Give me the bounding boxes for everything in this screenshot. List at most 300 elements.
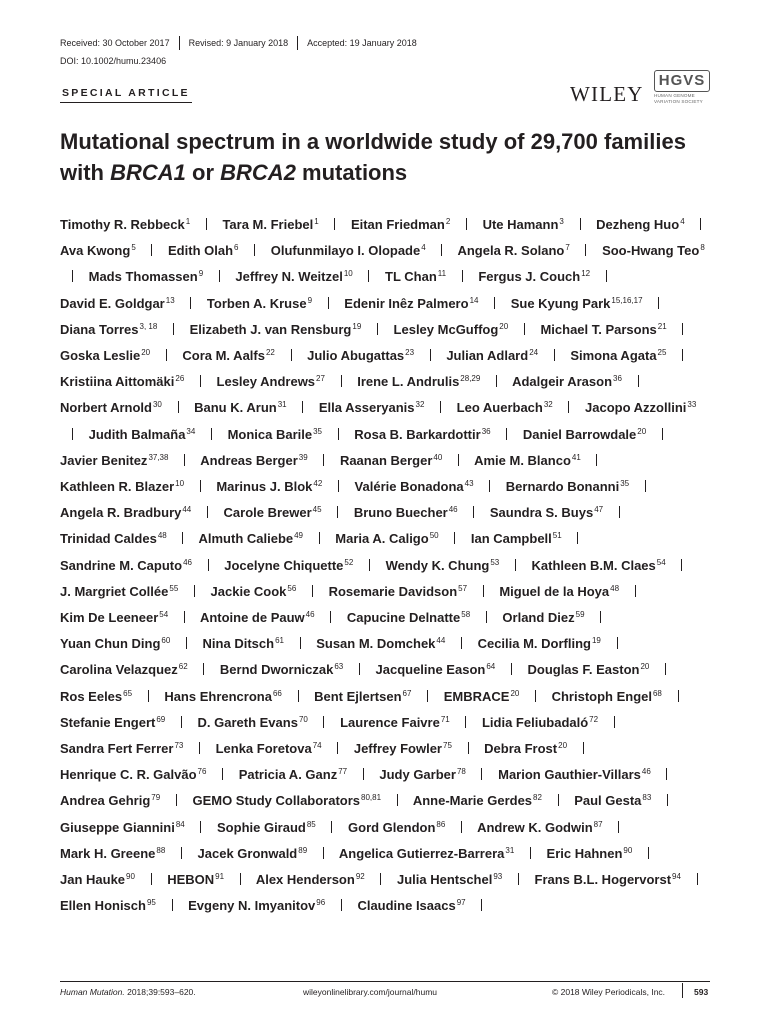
author-name <box>523 427 646 442</box>
author-name <box>307 348 414 363</box>
author-separator <box>465 716 466 728</box>
author-affiliation[interactable]: 31 <box>505 845 515 855</box>
author-separator <box>682 349 683 361</box>
author-name-text: Daniel Barrowdale <box>522 426 637 442</box>
author-name <box>502 610 584 625</box>
author-name <box>357 374 480 389</box>
author-affiliation[interactable]: 96 <box>316 898 326 908</box>
author-affiliation[interactable]: 15,16,17 <box>611 295 643 305</box>
author-name <box>60 505 191 520</box>
author-name-text: Cecilia M. Dorfling <box>477 636 591 652</box>
author-name-text: Javier Benitez <box>60 452 148 468</box>
author-separator <box>178 401 179 413</box>
author-name <box>570 348 666 363</box>
author-affiliation[interactable]: 24 <box>529 348 539 358</box>
author-affiliation[interactable]: 50 <box>429 531 439 541</box>
author-name-text: Sandrine M. Caputo <box>60 557 183 573</box>
author-separator <box>181 716 182 728</box>
author-name <box>340 715 450 730</box>
author-affiliation[interactable]: 40 <box>433 452 443 462</box>
title-tail: mutations <box>295 160 408 185</box>
author-name-text: Raanan Berger <box>339 452 433 468</box>
author-name-text: Olufunmilayo I. Olopade <box>270 243 421 259</box>
author-affiliation[interactable]: 93 <box>493 872 503 882</box>
author-affiliation[interactable]: 42 <box>313 479 323 489</box>
author-separator <box>300 637 301 649</box>
author-separator <box>330 611 331 623</box>
author-name-text: Nina Ditsch <box>202 636 275 652</box>
author-affiliation[interactable]: 45 <box>312 505 322 515</box>
author-affiliation[interactable]: 95 <box>146 898 156 908</box>
author-name-text: Cora M. Aalfs <box>182 348 265 364</box>
author-separator <box>166 349 167 361</box>
author-name-text: Simona Agata <box>570 348 657 364</box>
author-name-text: Jan Hauke <box>60 872 126 888</box>
author-name <box>167 872 224 887</box>
author-name <box>89 427 196 442</box>
author-affiliation[interactable]: 31 <box>277 400 287 410</box>
author-separator <box>506 428 507 440</box>
author-name-text: Valérie Bonadona <box>354 479 464 495</box>
author-affiliation[interactable]: 34 <box>186 426 196 436</box>
author-affiliation[interactable]: 8 <box>700 243 705 253</box>
author-name-text: Ellen Honisch <box>60 898 146 914</box>
author-name-text: Paul Gesta <box>574 793 642 809</box>
author-name-text: Julia Hentschel <box>396 872 493 888</box>
author-name <box>198 846 308 861</box>
author-affiliation[interactable]: 20 <box>558 741 568 751</box>
author-separator <box>72 428 73 440</box>
author-name-text: Orland Diez <box>502 610 575 626</box>
author-name <box>60 217 190 232</box>
author-name <box>339 846 514 861</box>
author-affiliation[interactable]: 78 <box>456 767 466 777</box>
author-separator <box>219 270 220 282</box>
author-name <box>200 453 307 468</box>
author-affiliation[interactable]: 23 <box>405 348 415 358</box>
author-name <box>527 662 649 677</box>
author-separator <box>323 454 324 466</box>
author-affiliation[interactable]: 32 <box>415 400 425 410</box>
author-name-text: Edenir Inêz Palmero <box>344 295 469 311</box>
author-name-text: Marion Gauthier-Villars <box>498 767 641 783</box>
author-affiliation[interactable]: 90 <box>126 872 135 882</box>
author-name <box>60 715 165 730</box>
doi[interactable]: DOI: 10.1002/humu.23406 <box>60 56 167 66</box>
author-separator <box>377 323 378 335</box>
author-affiliation[interactable]: 46 <box>641 767 651 777</box>
author-name <box>490 505 603 520</box>
author-affiliation[interactable]: 36 <box>613 374 622 384</box>
author-affiliation[interactable]: 53 <box>490 557 500 567</box>
author-affiliation[interactable]: 35 <box>313 426 323 436</box>
author-separator <box>200 375 201 387</box>
author-separator <box>148 690 149 702</box>
author-affiliation[interactable]: 35 <box>620 479 630 489</box>
author-name <box>211 584 297 599</box>
author-name <box>483 217 564 232</box>
author-separator <box>619 506 620 518</box>
accepted-date: Accepted: 19 January 2018 <box>307 38 417 48</box>
author-affiliation[interactable]: 92 <box>355 872 365 882</box>
author-name-text: Claudine Isaacs <box>357 898 456 914</box>
author-name <box>60 296 175 311</box>
revised-date: Revised: 9 January 2018 <box>188 38 289 48</box>
author-affiliation[interactable]: 94 <box>672 872 681 882</box>
author-affiliation[interactable]: 49 <box>294 531 304 541</box>
author-affiliation[interactable]: 39 <box>298 452 308 462</box>
author-name-text: Sue Kyung Park <box>510 295 611 311</box>
author-separator <box>473 506 474 518</box>
author-name-text: Angelica Gutierrez-Barrera <box>338 845 505 861</box>
author-separator <box>369 559 370 571</box>
author-affiliation[interactable]: 44 <box>436 636 446 646</box>
author-name-text: Bruno Buecher <box>353 505 448 521</box>
author-separator <box>380 873 381 885</box>
author-affiliation[interactable]: 20 <box>637 426 647 436</box>
author-name-text: Frans B.L. Hogervorst <box>534 872 672 888</box>
author-name <box>477 820 602 835</box>
author-name-text: Antoine de Pauw <box>199 610 305 626</box>
author-affiliation[interactable]: 48 <box>610 583 620 593</box>
author-affiliation[interactable]: 58 <box>461 610 471 620</box>
author-affiliation[interactable]: 3 <box>559 217 564 226</box>
author-separator <box>319 532 320 544</box>
author-affiliation[interactable]: 48 <box>157 531 167 541</box>
author-affiliation[interactable]: 55 <box>169 583 179 593</box>
author-affiliation[interactable]: 77 <box>338 767 348 777</box>
author-name-text: Ella Asseryanis <box>318 400 415 416</box>
author-affiliation[interactable]: 97 <box>456 898 466 908</box>
author-name <box>446 348 538 363</box>
author-affiliation[interactable]: 41 <box>571 452 581 462</box>
author-name-text: Irene L. Andrulis <box>357 374 460 390</box>
author-affiliation[interactable]: 62 <box>178 662 188 672</box>
author-affiliation[interactable]: 89 <box>298 845 308 855</box>
author-affiliation[interactable]: 11 <box>437 269 447 279</box>
author-separator <box>440 401 441 413</box>
author-name <box>506 479 629 494</box>
author-separator <box>568 401 569 413</box>
author-name-text: Jackie Cook <box>210 583 287 599</box>
author-affiliation[interactable]: 76 <box>197 767 207 777</box>
author-name <box>60 479 184 494</box>
author-affiliation[interactable]: 75 <box>443 741 452 751</box>
author-affiliation[interactable]: 70 <box>298 714 308 724</box>
author-separator <box>200 480 201 492</box>
author-affiliation[interactable]: 63 <box>334 662 344 672</box>
author-separator <box>486 611 487 623</box>
author-affiliation[interactable]: 87 <box>593 819 603 829</box>
author-name-text: Carole Brewer <box>223 505 312 521</box>
author-affiliation[interactable]: 5 <box>131 243 136 253</box>
author-affiliation[interactable]: 88 <box>156 845 166 855</box>
author-name-text: Tara M. Friebel <box>222 217 314 232</box>
author-affiliation[interactable]: 28,29 <box>460 374 481 384</box>
author-separator <box>72 270 73 282</box>
author-separator <box>511 663 512 675</box>
author-name-text: Kathleen B.M. Claes <box>531 557 656 573</box>
author-name <box>190 322 362 337</box>
author-affiliation[interactable]: 10 <box>175 479 185 489</box>
author-separator <box>585 244 586 256</box>
hgvs-society-line2: VARIATION SOCIETY <box>654 99 703 105</box>
author-name <box>217 374 325 389</box>
author-affiliation[interactable]: 85 <box>306 819 316 829</box>
author-affiliation[interactable]: 47 <box>594 505 604 515</box>
author-separator <box>176 794 177 806</box>
author-name-text: Andrew K. Godwin <box>477 819 593 835</box>
author-affiliation[interactable]: 46 <box>448 505 458 515</box>
author-name-text: Andrea Gehrig <box>60 793 151 809</box>
author-affiliation[interactable]: 57 <box>458 583 468 593</box>
author-affiliation[interactable]: 82 <box>533 793 542 803</box>
author-name <box>188 898 325 913</box>
author-name-text: Evgeny N. Imyanitov <box>188 898 316 914</box>
author-affiliation[interactable]: 69 <box>156 714 166 724</box>
author-affiliation[interactable]: 22 <box>265 348 275 358</box>
author-affiliation[interactable]: 80,81 <box>361 793 382 803</box>
author-name-text: HEBON <box>167 872 215 888</box>
author-affiliation[interactable]: 56 <box>287 583 297 593</box>
author-name-text: Andreas Berger <box>200 452 298 468</box>
author-affiliation[interactable]: 51 <box>552 531 562 541</box>
author-name-text: Yuan Chun Ding <box>60 636 161 652</box>
author-affiliation[interactable]: 25 <box>657 348 667 358</box>
history-dates <box>60 36 417 50</box>
received-date: Received: 30 October 2017 <box>60 38 170 48</box>
author-separator <box>600 611 601 623</box>
author-affiliation[interactable]: 68 <box>652 688 662 698</box>
author-name-text: Elizabeth J. van Rensburg <box>189 321 352 337</box>
author-name <box>354 741 452 756</box>
author-name-text: Timothy R. Rebbeck <box>60 217 185 232</box>
author-name <box>471 531 562 546</box>
author-separator <box>199 742 200 754</box>
author-separator <box>461 637 462 649</box>
author-affiliation[interactable]: 2 <box>445 217 451 226</box>
author-affiliation[interactable]: 26 <box>175 374 185 384</box>
author-name-text: Amie M. Blanco <box>474 452 571 468</box>
author-name-text: Angela R. Solano <box>457 243 565 259</box>
author-affiliation[interactable]: 32 <box>543 400 553 410</box>
author-name <box>198 715 308 730</box>
author-separator <box>363 768 364 780</box>
author-separator <box>181 847 182 859</box>
author-name-text: Sandra Fert Ferrer <box>60 741 174 757</box>
author-name <box>385 269 446 284</box>
author-name-text: Soo-Hwang Teo <box>602 243 700 259</box>
author-separator <box>151 244 152 256</box>
author-name-text: Douglas F. Easton <box>527 662 640 678</box>
author-name-text: Lesley Andrews <box>216 374 316 390</box>
author-affiliation[interactable]: 84 <box>175 819 185 829</box>
author-name <box>220 662 343 677</box>
author-separator <box>184 611 185 623</box>
author-name-text: Stefanie Engert <box>60 714 156 730</box>
author-affiliation[interactable]: 52 <box>344 557 354 567</box>
author-separator <box>462 270 463 282</box>
author-affiliation[interactable]: 90 <box>623 845 633 855</box>
author-separator <box>331 821 332 833</box>
author-separator <box>682 323 683 335</box>
author-affiliation[interactable]: 3, 18 <box>139 321 158 331</box>
author-name <box>376 662 496 677</box>
author-name <box>60 767 206 782</box>
author-affiliation[interactable]: 72 <box>589 714 599 724</box>
title-with: with <box>60 160 111 185</box>
author-name-text: Leo Auerbach <box>456 400 543 416</box>
author-affiliation[interactable]: 54 <box>159 610 169 620</box>
author-affiliation[interactable]: 9 <box>307 295 313 305</box>
author-affiliation[interactable]: 64 <box>486 662 496 672</box>
author-affiliation[interactable]: 13 <box>165 295 175 305</box>
author-separator <box>254 244 255 256</box>
author-affiliation[interactable]: 19 <box>352 321 362 331</box>
author-affiliation[interactable]: 12 <box>581 269 591 279</box>
author-affiliation[interactable]: 65 <box>123 688 133 698</box>
author-affiliation[interactable]: 36 <box>481 426 491 436</box>
author-name <box>60 662 188 677</box>
author-separator <box>298 690 299 702</box>
author-name-text: Bernardo Bonanni <box>505 479 620 495</box>
author-separator <box>558 794 559 806</box>
author-name-text: J. Margriet Collée <box>60 583 169 599</box>
author-name <box>216 479 322 494</box>
author-separator <box>667 794 668 806</box>
author-affiliation[interactable]: 6 <box>234 243 239 253</box>
author-name-text: Trinidad Caldes <box>60 531 157 547</box>
author-affiliation[interactable]: 59 <box>575 610 585 620</box>
author-affiliation[interactable]: 46 <box>183 557 192 567</box>
author-affiliation[interactable]: 9 <box>198 269 204 279</box>
section-label: SPECIAL ARTICLE <box>62 87 190 99</box>
author-affiliation[interactable]: 14 <box>469 295 479 305</box>
author-affiliation[interactable]: 20 <box>141 348 151 358</box>
author-name-text: Almuth Caliebe <box>198 531 294 547</box>
author-affiliation[interactable]: 54 <box>656 557 666 567</box>
author-name <box>585 400 696 415</box>
author-name-text: Mark H. Greene <box>60 845 156 861</box>
title-or: or <box>185 160 221 185</box>
author-name-text: Jocelyne Chiquette <box>224 557 344 573</box>
author-affiliation[interactable]: 91 <box>215 872 225 882</box>
author-affiliation[interactable]: 66 <box>272 688 282 698</box>
author-separator <box>368 270 369 282</box>
page-number: 593 <box>694 987 709 997</box>
author-affiliation[interactable]: 19 <box>591 636 601 646</box>
author-name-text: Monica Barile <box>227 426 313 442</box>
author-affiliation[interactable]: 10 <box>343 269 353 279</box>
author-affiliation[interactable]: 1 <box>185 217 191 226</box>
author-affiliation[interactable]: 7 <box>565 243 570 253</box>
author-affiliation[interactable]: 73 <box>174 741 184 751</box>
author-affiliation[interactable]: 20 <box>499 321 509 331</box>
author-affiliation[interactable]: 83 <box>642 793 652 803</box>
author-name-text: Maria A. Caligo <box>335 531 429 547</box>
author-separator <box>186 637 187 649</box>
author-name-text: David E. Goldgar <box>60 295 165 311</box>
author-name <box>216 741 322 756</box>
author-name-text: Ava Kwong <box>60 243 131 259</box>
author-name-text: Giuseppe Giannini <box>60 819 175 835</box>
author-name-text: Fergus J. Couch <box>478 269 581 285</box>
author-name-text: Goska Leslie <box>60 348 141 364</box>
author-separator <box>427 690 428 702</box>
author-separator <box>614 716 615 728</box>
author-affiliation[interactable]: 61 <box>275 636 284 646</box>
author-name-text: Adalgeir Arason <box>512 374 613 390</box>
author-name <box>200 610 315 625</box>
author-separator <box>207 506 208 518</box>
author-name-text: Marinus J. Blok <box>216 479 313 495</box>
author-affiliation[interactable]: 4 <box>680 217 685 226</box>
author-name <box>228 427 322 442</box>
author-name-text: Laurence Faivre <box>340 714 440 730</box>
citation-volume: 2018;39:593–620. <box>124 987 196 997</box>
author-affiliation[interactable]: 60 <box>161 636 171 646</box>
author-affiliation[interactable]: 1 <box>314 217 319 226</box>
date-divider <box>297 36 298 50</box>
author-name <box>574 793 651 808</box>
author-name <box>484 741 567 756</box>
author-name-text: Ute Hamann <box>482 217 559 232</box>
author-name <box>256 872 365 887</box>
author-affiliation[interactable]: 20 <box>640 662 650 672</box>
author-name <box>224 505 322 520</box>
author-separator <box>515 559 516 571</box>
author-name-text: Kathleen R. Blazer <box>60 479 175 495</box>
author-separator <box>518 873 519 885</box>
author-affiliation[interactable]: 33 <box>687 400 697 410</box>
author-name <box>60 741 183 756</box>
author-affiliation[interactable]: 46 <box>305 610 315 620</box>
author-affiliation[interactable]: 37,38 <box>148 452 169 462</box>
author-name-text: Ros Eeles <box>60 688 123 704</box>
author-name-text: Julian Adlard <box>446 348 529 364</box>
author-affiliation[interactable]: 43 <box>464 479 474 489</box>
author-affiliation[interactable]: 27 <box>316 374 325 384</box>
author-affiliation[interactable]: 4 <box>421 243 426 253</box>
author-separator <box>530 847 531 859</box>
author-name-text: Debra Frost <box>484 741 558 757</box>
author-name <box>329 584 468 599</box>
author-affiliation[interactable]: 79 <box>151 793 161 803</box>
author-affiliation[interactable]: 44 <box>182 505 192 515</box>
author-name <box>348 820 445 835</box>
author-affiliation[interactable]: 21 <box>657 321 667 331</box>
author-affiliation[interactable]: 86 <box>436 819 446 829</box>
author-separator <box>151 873 152 885</box>
author-separator <box>481 899 482 911</box>
author-name <box>357 898 465 913</box>
author-affiliation[interactable]: 71 <box>440 714 450 724</box>
author-name-text: Rosemarie Davidson <box>328 583 458 599</box>
author-name-text: Carolina Velazquez <box>60 662 178 678</box>
journal-url[interactable]: wileyonlinelibrary.com/journal/humu <box>303 987 438 997</box>
title-line1: Mutational spectrum in a worldwide study of 29,700 families <box>60 129 686 154</box>
author-name <box>602 243 705 258</box>
author-name <box>386 558 500 573</box>
author-affiliation[interactable]: 30 <box>152 400 162 410</box>
author-name <box>60 584 178 599</box>
author-affiliation[interactable]: 20 <box>510 688 520 698</box>
author-separator <box>172 899 173 911</box>
author-separator <box>208 559 209 571</box>
author-name-text: Jeffrey Fowler <box>353 741 442 757</box>
author-affiliation[interactable]: 74 <box>312 741 322 751</box>
author-affiliation[interactable]: 67 <box>402 688 412 698</box>
